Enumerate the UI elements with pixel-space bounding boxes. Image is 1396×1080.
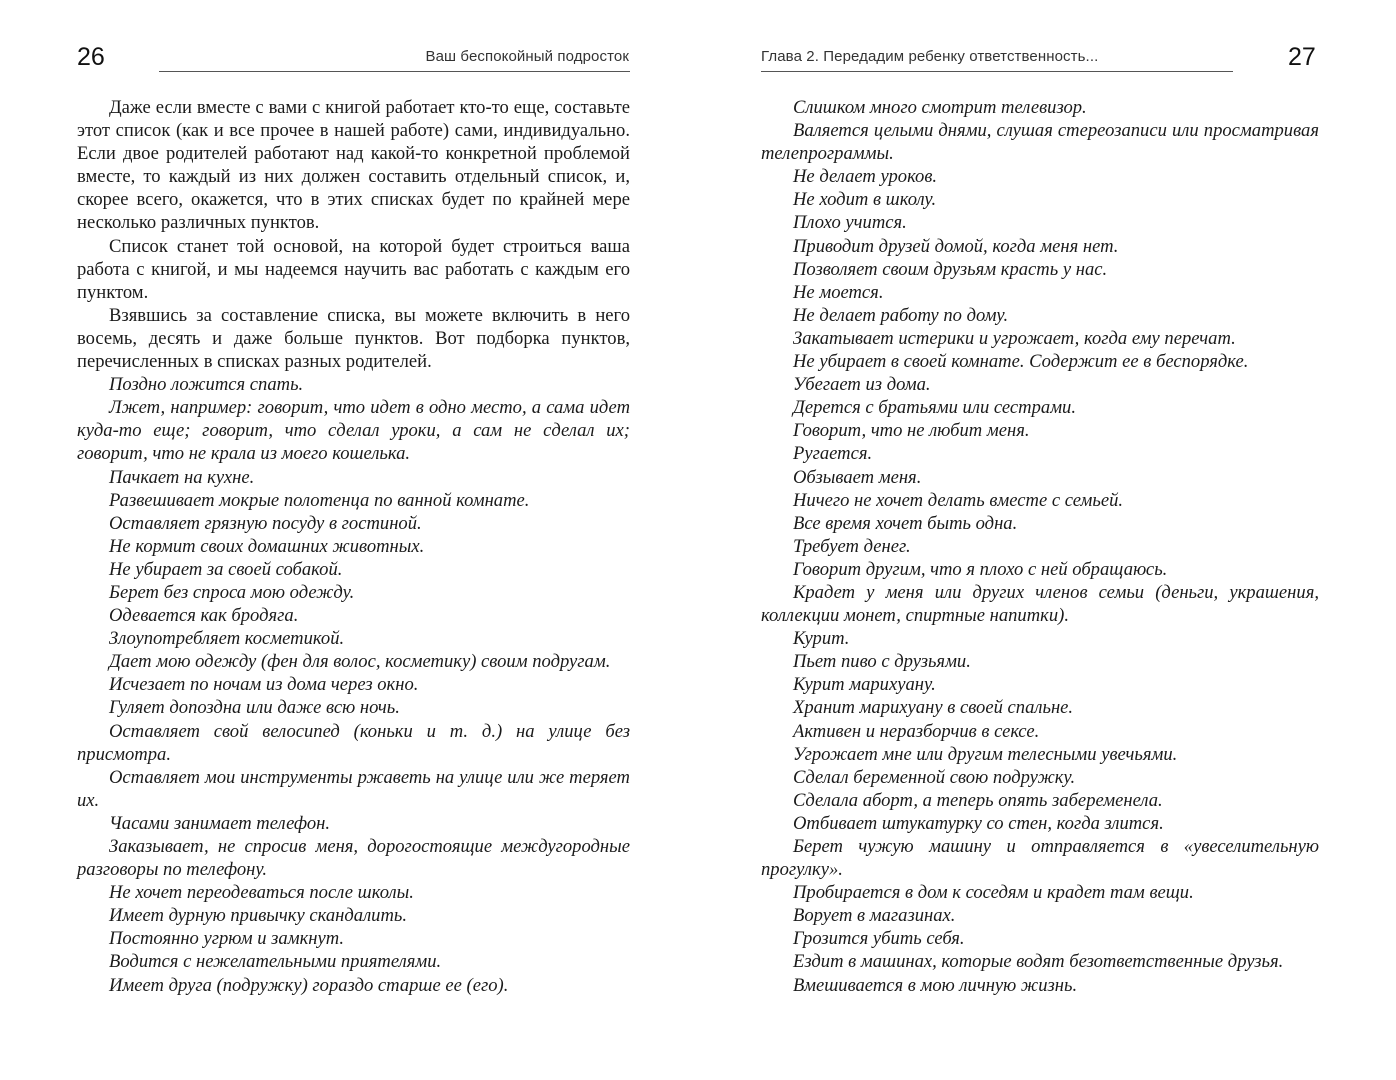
list-item: Пьет пиво с друзьями.	[793, 651, 971, 673]
running-head: Ваш беспокойный подросток	[425, 48, 629, 65]
list-item: Слишком много смотрит телевизор.	[793, 97, 1087, 118]
paragraph: Список станет той основой, на которой будет строиться ваша работа с книгой, и мы надеемся научить вас работать с каждым его пунктом.	[77, 235, 630, 303]
paragraph: Даже если вместе с вами с книгой работает кто-то еще, составьте этот список (как и все прочее в нашей работе) сами, индивидуально. Если двое родителей работают над какой-то конкретной проблемой вместе, то каждый из них должен составить отдельный список, и, скорее всего, окажется, что в этих списках будет по крайней мере несколько различных пунктов.	[77, 97, 630, 234]
list-item: Одевается как бродяга.	[109, 605, 299, 627]
body-text	[77, 96, 630, 997]
list-item: Говорит, что не любит меня.	[793, 420, 1030, 442]
list-item: Имеет друга (подружку) гораздо старше ее (его).	[109, 974, 509, 996]
list-item: Говорит другим, что я плохо с ней обращаюсь.	[793, 558, 1168, 580]
list-item: Ругается.	[793, 443, 873, 465]
list-item: Позволяет своим друзьям красть у нас.	[793, 258, 1108, 280]
list-item: Курит марихуану.	[793, 674, 936, 696]
list-item: Ворует в магазинах.	[793, 905, 956, 927]
list-item: Развешивает мокрые полотенца по ванной комнате.	[109, 489, 530, 511]
list-item: Берет без спроса мою одежду.	[109, 581, 355, 603]
list-item: Не моется.	[793, 281, 884, 303]
list-item: Плохо учится.	[793, 212, 907, 234]
list-item: Убегает из дома.	[793, 374, 931, 396]
list-item: Хранит марихуану в своей спальне.	[793, 697, 1074, 719]
list-item: Все время хочет быть одна.	[793, 512, 1018, 534]
list-item: Оставляет свой велосипед (коньки и т. д.) на улице без присмотра.	[77, 720, 630, 765]
list-item: Сделал беременной свою подружку.	[793, 766, 1076, 788]
list-item: Оставляет грязную посуду в гостиной.	[109, 512, 422, 534]
list-item: Гуляет допоздна или даже всю ночь.	[109, 697, 400, 719]
paragraph: Взявшись за составление списка, вы можете включить в него восемь, десять и даже больше пунктов. Вот подборка пунктов, перечисленных в списках разных родителей.	[77, 304, 630, 373]
list-item: Постоянно угрюм и замкнут.	[109, 928, 345, 950]
list-item: Не кормит своих домашних животных.	[109, 535, 425, 557]
list-item: Злоупотребляет косметикой.	[109, 628, 345, 650]
right-page	[698, 0, 1396, 1080]
list-item: Не убирает в своей комнате. Содержит ее в беспорядке.	[793, 351, 1249, 373]
list-item: Не делает уроков.	[793, 166, 938, 188]
list-item: Активен и неразборчив в сексе.	[793, 720, 1040, 742]
list-item: Лжет, например: говорит, что идет в одно место, а сама идет куда-то еще; говорит, что сделал уроки, а сам не сделал их; говорит, что не крала из моего кошелька.	[77, 397, 630, 465]
list-item: Грозится убить себя.	[793, 928, 965, 950]
list-item: Поздно ложится спать.	[109, 374, 304, 396]
list-item: Ничего не хочет делать вместе с семьей.	[793, 489, 1124, 511]
list-item: Часами занимает телефон.	[109, 812, 331, 834]
list-item: Ездит в машинах, которые водят безответственные друзья.	[793, 951, 1284, 973]
list-item: Пробирается в дом к соседям и крадет там вещи.	[793, 882, 1194, 904]
list-item: Требует денег.	[793, 535, 911, 557]
list-item: Имеет дурную привычку скандалить.	[109, 905, 408, 927]
list-item: Дает мою одежду (фен для волос, косметику) своим подругам.	[109, 651, 611, 673]
header-rule	[159, 71, 630, 72]
list-item: Исчезает по ночам из дома через окно.	[109, 674, 419, 696]
list-item: Угрожает мне или другим телесными увечьями.	[793, 743, 1178, 765]
header-rule	[761, 71, 1233, 72]
list-item: Берет чужую машину и отправляется в «увеселительную прогулку».	[761, 836, 1319, 881]
body-text	[761, 96, 1319, 997]
list-item: Отбивает штукатурку со стен, когда злится.	[793, 812, 1164, 834]
list-item: Водится с нежелательными приятелями.	[109, 951, 442, 973]
list-item: Заказывает, не спросив меня, дорогостоящие междугородные разговоры по телефону.	[77, 836, 630, 881]
page-number: 27	[1288, 43, 1316, 71]
list-item: Не хочет переодеваться после школы.	[109, 882, 414, 904]
list-item: Сделала аборт, а теперь опять забеременела.	[793, 789, 1163, 811]
list-item: Закатывает истерики и угрожает, когда ему перечат.	[793, 327, 1236, 349]
page-number: 26	[77, 43, 105, 71]
list-item: Вмешивается в мою личную жизнь.	[793, 974, 1078, 996]
list-item: Приводит друзей домой, когда меня нет.	[793, 235, 1119, 257]
list-item: Пачкает на кухне.	[109, 466, 255, 488]
list-item: Обзывает меня.	[793, 466, 922, 488]
list-item: Не ходит в школу.	[793, 189, 937, 211]
running-head: Глава 2. Передадим ребенку ответственность...	[761, 48, 1099, 65]
list-item: Крадет у меня или других членов семьи (деньги, украшения, коллекции монет, спиртные напитки).	[761, 581, 1319, 627]
list-item: Курит.	[793, 628, 850, 650]
list-item: Не делает работу по дому.	[793, 304, 1009, 326]
list-item: Не убирает за своей собакой.	[109, 558, 343, 580]
list-item: Валяется целыми днями, слушая стереозаписи или просматривая телепрограммы.	[761, 120, 1319, 165]
list-item: Оставляет мои инструменты ржаветь на улице или же теряет их.	[77, 766, 630, 811]
list-item: Дерется с братьями или сестрами.	[793, 397, 1077, 419]
